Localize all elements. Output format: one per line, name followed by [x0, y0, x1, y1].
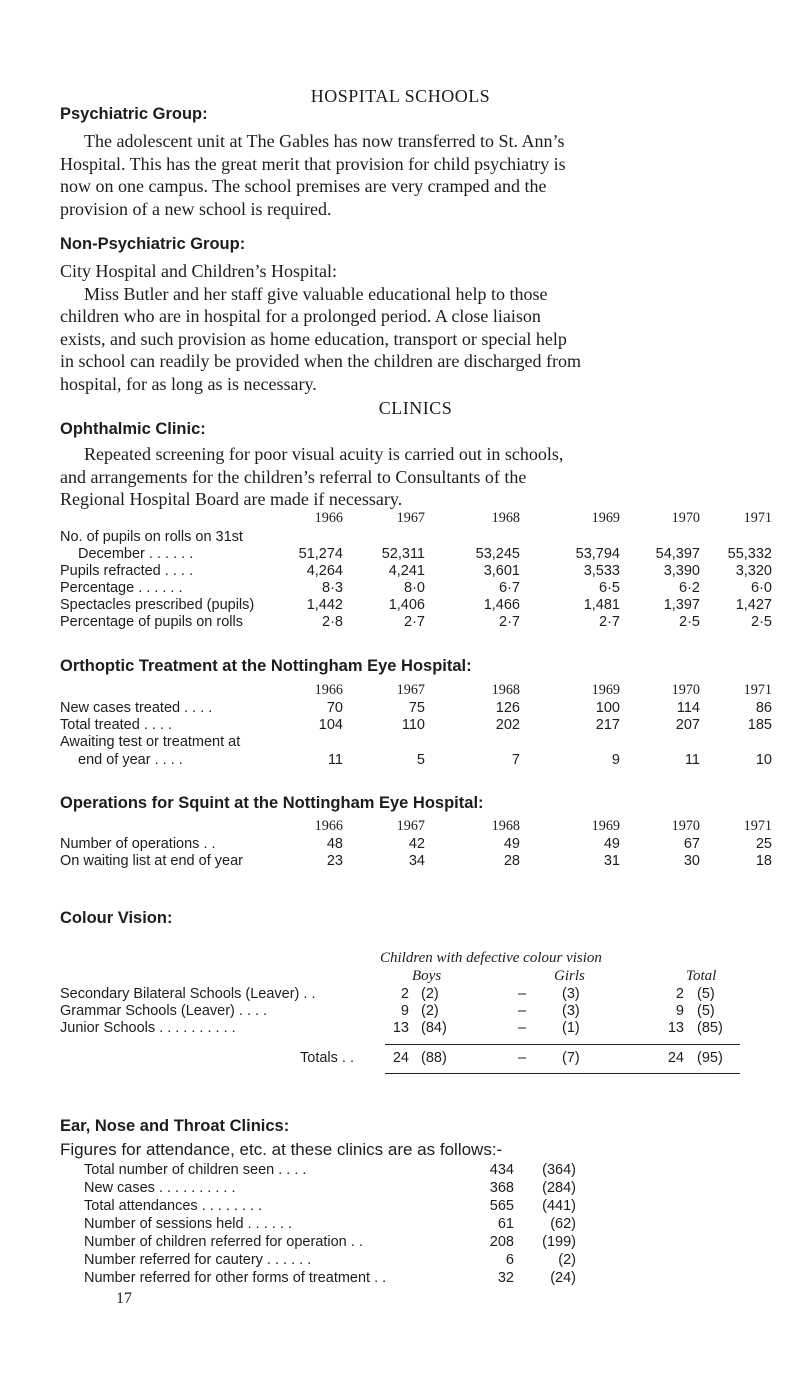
cell-prev: (24): [550, 1270, 576, 1286]
row-label: Number referred for cautery . . . . . .: [84, 1252, 312, 1268]
cell-total-prev: (95): [697, 1050, 723, 1066]
ent-intro: Figures for attendance, etc. at these clinics are as follows:-: [60, 1140, 503, 1159]
cell: 25: [755, 836, 772, 852]
cell-prev: (284): [542, 1180, 576, 1196]
cell: 8·3: [322, 580, 343, 596]
cell-girls-prev: (7): [562, 1050, 580, 1066]
cell-value: 368: [489, 1180, 514, 1196]
table-row: [0, 1270, 801, 1288]
cell: 53,794: [575, 546, 620, 562]
row-label: Secondary Bilateral Schools (Leaver) . .: [60, 986, 316, 1002]
cell: 1,466: [483, 597, 520, 613]
table-header-row: [0, 818, 801, 836]
year-header: 1969: [591, 818, 620, 834]
table-row: [0, 986, 801, 1004]
cell: 100: [595, 700, 620, 716]
table-row: [0, 836, 801, 854]
cell: 3,601: [483, 563, 520, 579]
cell: 9: [611, 752, 620, 768]
row-label: Total treated . . . .: [60, 717, 173, 733]
cell: 6·2: [679, 580, 700, 596]
cell: 8·0: [404, 580, 425, 596]
row-label: Percentage of pupils on rolls: [60, 614, 243, 630]
para-line: Hospital. This has the great merit that provision for child psychiatry is: [60, 153, 566, 174]
cell: 1,481: [583, 597, 620, 613]
cell-value: 208: [489, 1234, 514, 1250]
cell-prev: (2): [558, 1252, 576, 1268]
table-row: [0, 597, 801, 615]
year-header: 1968: [491, 818, 520, 834]
table-row: [0, 529, 801, 547]
non-psychiatric-paragraph: [60, 260, 750, 395]
col-header-girls: Girls: [554, 968, 585, 984]
cell-girls-prev: (3): [562, 986, 580, 1002]
cell: 114: [676, 700, 700, 716]
cell: 2·7: [404, 614, 425, 630]
para-line: provision of a new school is required.: [60, 198, 332, 219]
cell-prev: (441): [542, 1198, 576, 1214]
cell: 31: [603, 853, 620, 869]
cell: 70: [326, 700, 343, 716]
cell-boys-prev: (2): [421, 1003, 439, 1019]
col-header-boys: Boys: [412, 968, 442, 984]
year-header: 1968: [491, 510, 520, 526]
cell: 11: [684, 752, 700, 768]
cell: 207: [675, 717, 700, 733]
year-header: 1970: [671, 510, 700, 526]
cell: 10: [755, 752, 772, 768]
ophthalmic-paragraph: [60, 443, 750, 511]
cell: 6·7: [499, 580, 520, 596]
year-header: 1970: [671, 682, 700, 698]
table-row: [0, 1252, 801, 1270]
year-header: 1969: [591, 682, 620, 698]
ent-clinics-heading: Ear, Nose and Throat Clinics:: [60, 1117, 290, 1135]
table-row: [0, 752, 801, 770]
table-row: [0, 734, 801, 752]
cell: 110: [401, 717, 425, 733]
row-label: Junior Schools . . . . . . . . . .: [60, 1020, 236, 1036]
para-line: The adolescent unit at The Gables has now transferred to St. Ann’s: [84, 131, 565, 151]
row-label: Number of sessions held . . . . . .: [84, 1216, 292, 1232]
page-number: 17: [116, 1290, 132, 1307]
cell-girls-prev: (1): [562, 1020, 580, 1036]
para-line: hospital, for as long as is necessary.: [60, 373, 317, 394]
para-line: in school can readily be provided when the children are discharged from: [60, 351, 581, 371]
row-label: Number of children referred for operation . .: [84, 1234, 363, 1250]
cell: 1,406: [388, 597, 425, 613]
cell: 2·5: [679, 614, 700, 630]
cell-total: 9: [675, 1003, 684, 1019]
year-header: 1967: [396, 510, 425, 526]
table-row: [0, 1003, 801, 1021]
cell-value: 565: [489, 1198, 514, 1214]
ophthalmic-clinic-heading: Ophthalmic Clinic:: [60, 420, 206, 438]
row-label: December . . . . . .: [78, 546, 194, 562]
cell: 3,533: [583, 563, 620, 579]
year-header: 1968: [491, 682, 520, 698]
table-row: [0, 1234, 801, 1252]
cell-total-prev: (85): [697, 1020, 723, 1036]
year-header: 1966: [314, 818, 343, 834]
cell: 54,397: [655, 546, 700, 562]
cell-value: 61: [497, 1216, 514, 1232]
row-label: No. of pupils on rolls on 31st: [60, 529, 243, 545]
cell: 18: [755, 853, 772, 869]
cell-boys-prev: (2): [421, 986, 439, 1002]
cell: 6·0: [751, 580, 772, 596]
cell: 2·7: [499, 614, 520, 630]
cell: 4,241: [388, 563, 425, 579]
row-label: Spectacles prescribed (pupils): [60, 597, 255, 613]
year-header: 1967: [396, 682, 425, 698]
cell: 6·5: [599, 580, 620, 596]
cell-girls: –: [518, 1050, 527, 1066]
cell-girls: –: [518, 1003, 527, 1019]
row-label: Grammar Schools (Leaver) . . . .: [60, 1003, 268, 1019]
squint-heading: Operations for Squint at the Nottingham Eye Hospital:: [60, 794, 484, 812]
row-label: end of year . . . .: [78, 752, 183, 768]
cell-boys-prev: (88): [421, 1050, 447, 1066]
cell-prev: (62): [550, 1216, 576, 1232]
cell: 5: [416, 752, 425, 768]
cell-girls: –: [518, 986, 527, 1002]
row-label: New cases . . . . . . . . . .: [84, 1180, 236, 1196]
row-label: New cases treated . . . .: [60, 700, 213, 716]
section-heading-hospital-schools: HOSPITAL SCHOOLS: [310, 86, 491, 106]
cell: 28: [503, 853, 520, 869]
cell-prev: (199): [542, 1234, 576, 1250]
table-row: [0, 853, 801, 871]
cell: 7: [511, 752, 520, 768]
cell: 30: [683, 853, 700, 869]
cell: 4,264: [306, 563, 343, 579]
year-header: 1971: [743, 510, 772, 526]
row-label: Awaiting test or treatment at: [60, 734, 241, 750]
cell: 52,311: [381, 546, 425, 562]
cell-total: 24: [667, 1050, 684, 1066]
cell: 104: [318, 717, 343, 733]
table-row: [0, 1162, 801, 1180]
cell: 42: [408, 836, 425, 852]
cell: 2·5: [751, 614, 772, 630]
para-line: now on one campus. The school premises are very cramped and the: [60, 176, 547, 196]
cell-total: 2: [675, 986, 684, 1002]
colour-vision-heading: Colour Vision:: [60, 909, 173, 927]
cell-girls-prev: (3): [562, 1003, 580, 1019]
table-header-row: [0, 682, 801, 700]
table-row: [0, 563, 801, 581]
year-header: 1970: [671, 818, 700, 834]
cell: 11: [327, 752, 343, 768]
cell: 55,332: [727, 546, 772, 562]
row-label: On waiting list at end of year: [60, 853, 243, 869]
table-row: [0, 700, 801, 718]
para-line: Regional Hospital Board are made if necessary.: [60, 489, 403, 509]
cell: 2·7: [599, 614, 620, 630]
cell: 75: [408, 700, 425, 716]
year-header: 1966: [314, 682, 343, 698]
psychiatric-group-heading: Psychiatric Group:: [60, 105, 208, 123]
colour-vision-caption: Children with defective colour vision: [380, 950, 602, 966]
cell: 3,320: [735, 563, 772, 579]
cell: 1,397: [663, 597, 700, 613]
table-row: [0, 614, 801, 632]
cell-girls: –: [518, 1020, 527, 1036]
totals-row: [0, 1050, 801, 1068]
cell-boys: 2: [400, 986, 409, 1002]
table-header-row: [0, 510, 801, 528]
year-header: 1967: [396, 818, 425, 834]
totals-label: Totals . .: [300, 1050, 354, 1066]
cell: 126: [495, 700, 520, 716]
cell-prev: (364): [542, 1162, 576, 1178]
cell-total: 13: [667, 1020, 684, 1036]
row-label: Number of operations . .: [60, 836, 216, 852]
table-row: [0, 1216, 801, 1234]
table-row: [0, 717, 801, 735]
table-row: [0, 1180, 801, 1198]
cell-boys-prev: (84): [421, 1020, 447, 1036]
cell: 185: [747, 717, 772, 733]
cell-total-prev: (5): [697, 1003, 715, 1019]
table-row: [0, 580, 801, 598]
cell: 49: [603, 836, 620, 852]
cell-value: 434: [489, 1162, 514, 1178]
table-row: [0, 1198, 801, 1216]
cell: 67: [683, 836, 700, 852]
cell: 48: [326, 836, 343, 852]
cell-value: 6: [505, 1252, 514, 1268]
col-header-total: Total: [686, 968, 717, 984]
table-row: [0, 546, 801, 564]
row-label: Total attendances . . . . . . . .: [84, 1198, 263, 1214]
para-line: Miss Butler and her staff give valuable educational help to those: [84, 283, 548, 304]
cell: 53,245: [475, 546, 520, 562]
cell: 49: [503, 836, 520, 852]
row-label: Percentage . . . . . .: [60, 580, 183, 596]
cell-total-prev: (5): [697, 986, 715, 1002]
table-row: [0, 1020, 801, 1038]
cell: 3,390: [663, 563, 700, 579]
row-label: Total number of children seen . . . .: [84, 1162, 307, 1178]
para-line: City Hospital and Children’s Hospital:: [60, 261, 337, 281]
row-label: Pupils refracted . . . .: [60, 563, 193, 579]
totals-top-rule: [385, 1044, 740, 1045]
cell: 51,274: [298, 546, 343, 562]
year-header: 1971: [743, 818, 772, 834]
cell-boys: 13: [392, 1020, 409, 1036]
cell-value: 32: [497, 1270, 514, 1286]
para-line: and arrangements for the children’s referral to Consultants of the: [60, 466, 527, 487]
non-psychiatric-group-heading: Non-Psychiatric Group:: [60, 235, 246, 253]
cell: 86: [755, 700, 772, 716]
cell: 2·8: [322, 614, 343, 630]
cell: 202: [495, 717, 520, 733]
row-label: Number referred for other forms of treatment . .: [84, 1270, 387, 1286]
cell: 1,427: [735, 597, 772, 613]
year-header: 1969: [591, 510, 620, 526]
year-header: 1971: [743, 682, 772, 698]
cell: 217: [595, 717, 620, 733]
cell: 23: [326, 853, 343, 869]
para-line: Repeated screening for poor visual acuity is carried out in schools,: [84, 444, 564, 464]
cell: 34: [408, 853, 425, 869]
para-line: exists, and such provision as home education, transport or special help: [60, 328, 567, 349]
psychiatric-paragraph: [60, 130, 750, 220]
year-header: 1966: [314, 510, 343, 526]
totals-bottom-rule: [385, 1073, 740, 1074]
orthoptic-heading: Orthoptic Treatment at the Nottingham Eye Hospital:: [60, 657, 472, 675]
cell-boys: 9: [400, 1003, 409, 1019]
cell-boys: 24: [392, 1050, 409, 1066]
para-line: children who are in hospital for a prolonged period. A close liaison: [60, 306, 541, 326]
cell: 1,442: [306, 597, 343, 613]
section-heading-clinics: CLINICS: [378, 398, 453, 418]
